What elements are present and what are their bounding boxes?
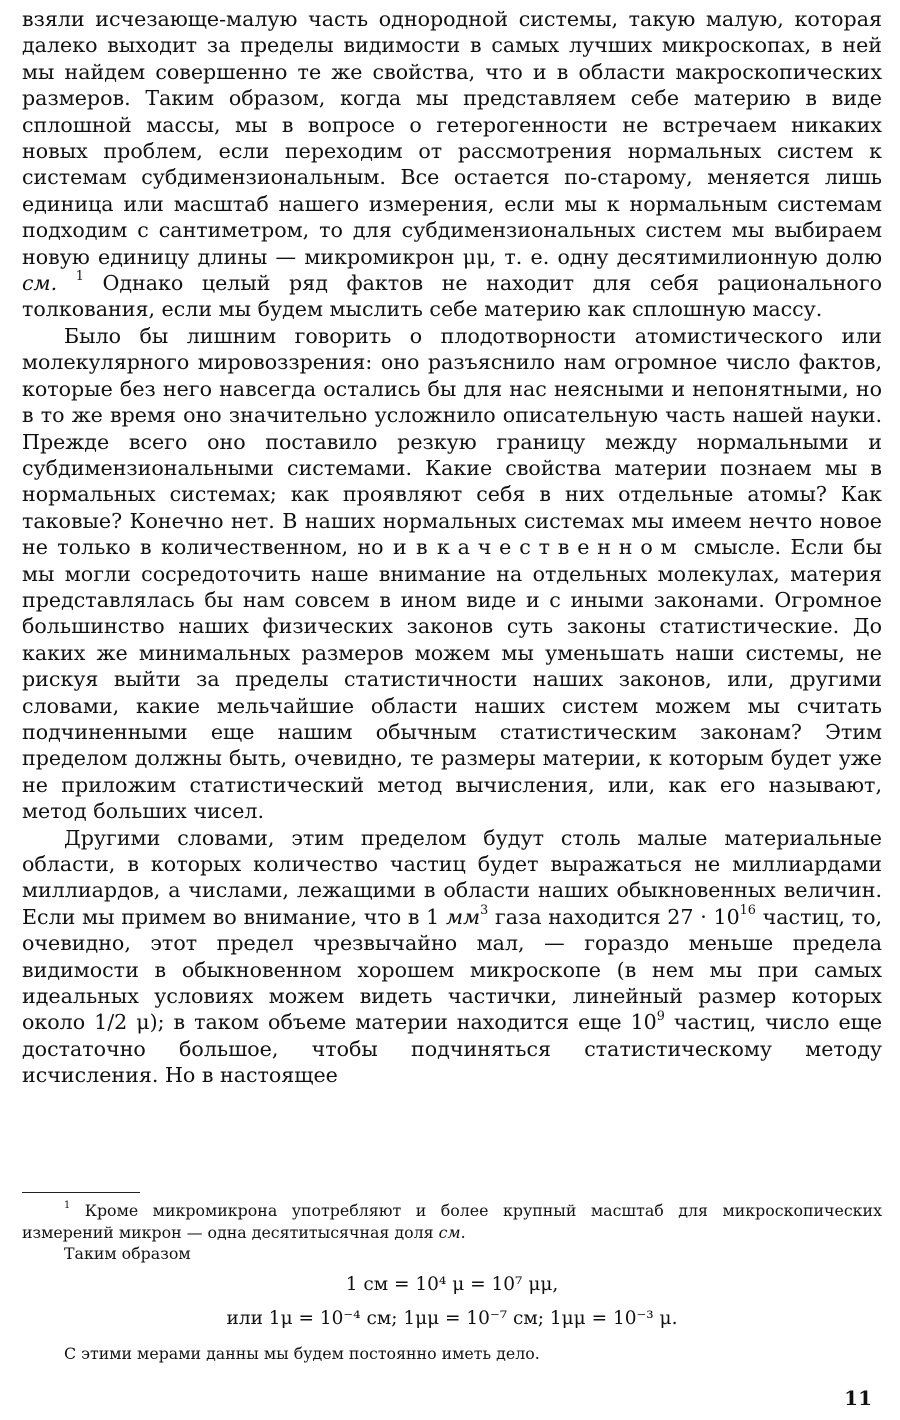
footnote-mark: 1	[64, 1200, 71, 1212]
exponent-16: 16	[739, 903, 756, 919]
footnote-body: Кроме микромикрона употребляют и более крупный масштаб для микроскопических измерений микрон — одна десятитысячная доля	[22, 1201, 882, 1242]
paragraph-2-rest: смысле. Если бы мы могли сосредоточить наше внимание на отдельных молекулах, материя представлялась бы нам совсем в ином виде и с иными законами. Огромное большинство наших физических законов суть законы статистические. До каких же минимальных размеров можем мы уменьшать наши системы, не рискуя выйти за пределы статистичности наших законов, или, другими словами, какие мельчайшие области наших систем можем мы считать подчиненными еще нашим обычным статистическим законам? Этим пределом должны быть, очевидно, те размеры материи, к которым будет уже не приложим статистический метод вычисления, или, как его называют, метод больших чисел.	[22, 535, 882, 824]
exponent-3: 3	[480, 903, 489, 919]
formula-2: или 1μ = 10⁻⁴ см; 1μμ = 10⁻⁷ см; 1μμ = 10⁻³ μ.	[226, 1307, 678, 1329]
footnote-divider	[22, 1192, 140, 1193]
paragraph-2-text: Было бы лишним говорить о плодотворности атомистического или молекулярного мировоззрения: оно разъяснило нам огромное число фактов, которые без него навсегда остались бы для нас неясными и непонятными, но в то же время оно значительно усложнило описательную часть нашей науки. Прежде всего оно поставило резкую границу между нормальными и субдимензиональными системами. Какие свойства материи познаем мы в нормальных системах; как проявляют себя в них отдельные атомы? Как таковые? Конечно нет. В наших нормальных системах мы имеем нечто новое не только в количественном, но и в	[22, 323, 882, 560]
footnote-closing: С этими мерами данны мы будем постоянно иметь дело.	[64, 1343, 540, 1363]
paragraph-1-rest: Однако целый ряд фактов не находит для себя рационального толкования, если мы будем мыслить себе материю как сплошную массу.	[22, 271, 883, 322]
paragraph-3-text: Другими словами, этим пределом будут столь малые материальные области, в которых количество частиц будет выражаться не миллиардами миллиардов, а числами, лежащими в области наших обыкновенных величин. Если мы примем во внимание, что в 1	[22, 825, 882, 929]
paragraph-3	[22, 825, 882, 1089]
paragraph-3-part-a: газа находится 27 · 10	[494, 904, 740, 929]
formula-1: 1 см = 10⁴ μ = 10⁷ μμ,	[345, 1273, 559, 1295]
paragraph-1-text: взяли исчезающе-малую часть однородной системы, такую малую, которая далеко выходит за пределы видимости в самых лучших микроскопах, в ней мы найдем совершенно те же свойства, что и в области макроскопических размеров. Таким образом, когда мы представляем себе материю в виде сплошной массы, мы в вопросе о гетерогенности не встречаем никаких новых проблем, если переходим от рассмотрения нормальных систем к системам субдимензиональным. Все остается по-старому, меняется лишь единица или масштаб нашего измерения, если мы к нормальным системам подходим с сантиметром, то для субдимензиональных систем мы выбираем новую единицу длины — микромикрон μμ, т. е. одну десятимилионную долю	[22, 7, 882, 269]
paragraph-3-part-b: частиц, то, очевидно, этот предел чрезвычайно мал, — гораздо меньше предела видимости в обыкновенном хорошем микроскопе (в нем мы при самых идеальных условиях можем видеть частички, линейный размер которых около	[22, 904, 883, 1035]
half-micron: 1/2 μ	[94, 1010, 150, 1035]
footnote-marker: 1	[75, 269, 84, 285]
main-text	[22, 6, 882, 1089]
paragraph-3-part-d: частиц, число еще достаточно большое, чтобы подчиняться статистическому методу исчисления. Но в настоящее	[22, 1010, 883, 1088]
footnote	[22, 1200, 882, 1364]
exponent-9: 9	[656, 1008, 665, 1024]
unit-cm: см.	[22, 271, 58, 296]
spaced-word: качественном	[436, 535, 685, 560]
paragraph-1	[22, 6, 882, 323]
unit-mm: мм	[445, 904, 481, 929]
footnote-unit: см.	[438, 1222, 466, 1242]
paragraph-2	[22, 323, 882, 825]
footnote-text	[22, 1200, 882, 1243]
footnote-lead: Таким образом	[64, 1244, 191, 1263]
paragraph-3-part-c: ); в таком объеме материи находится еще 10	[149, 1010, 657, 1035]
page-number: 11	[844, 1386, 872, 1410]
